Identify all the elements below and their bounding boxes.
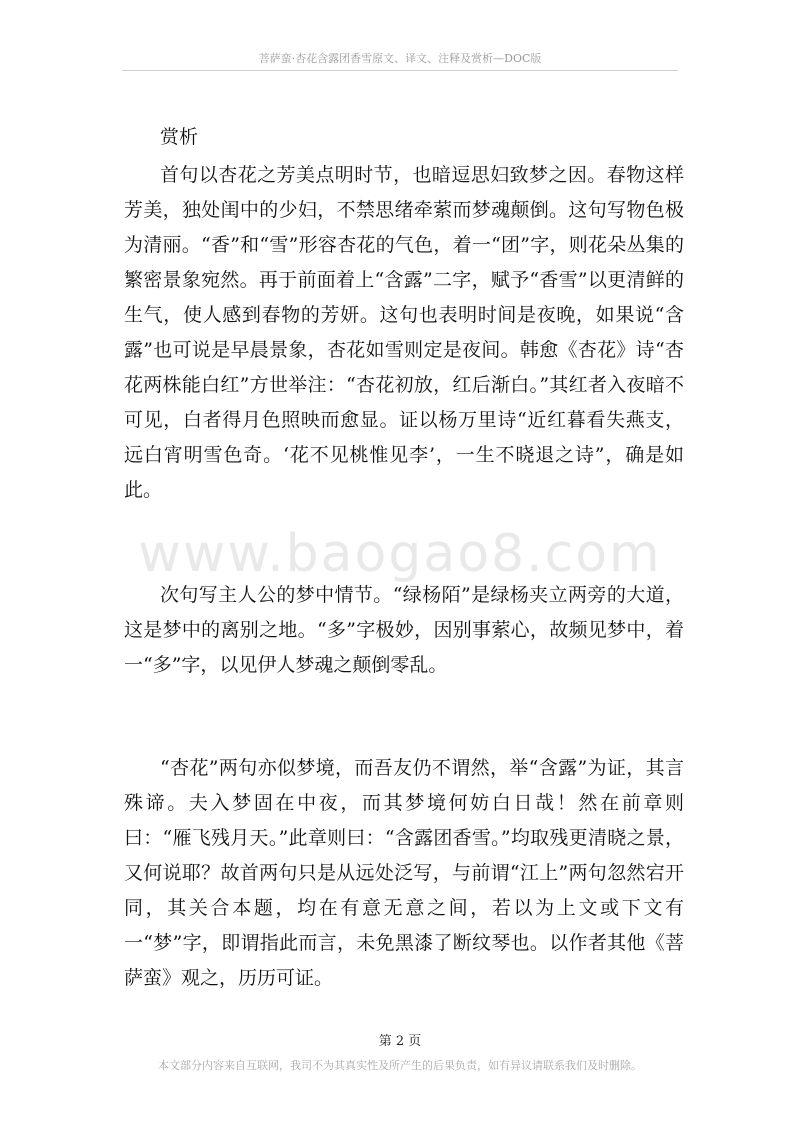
watermark: www.baogao8.com [138, 524, 662, 584]
section-heading: 赏析 [160, 126, 199, 148]
paragraph-1: 首句以杏花之芳美点明时节，也暗逗思妇致梦之因。春物这样芳美，独处闺中的少妇，不禁思绪牵萦而梦魂颠倒。这句写物色极为清丽。“香”和“雪”形容杏花的气色，着一“团”字，则花朵丛集的繁密景象宛然。再于前面着上“含露”二字，赋予“香雪”以更清鲜的生气，使人感到春物的芳妍。这句也表明时间是夜晚，如果说“含露”也可说是早晨景象，杏花如雪则定是夜间。韩愈《杏花》诗“杏花两株能白红”方世举注：“杏花初放，红后渐白。”其红者入夜暗不可见，白者得月色照映而愈显。证以杨万里诗“近红暮看失燕支，远白宵明雪色奇。‘花不见桃惟见李’，一生不晓退之诗”，确是如此。 [124, 164, 684, 501]
document-header: 菩萨蛮·杏花含露团香雪原文、译文、注释及赏析—DOC版 [258, 52, 542, 65]
page-number: 第 2 页 [378, 1034, 422, 1049]
paragraph-3: “杏花”两句亦似梦境，而吾友仍不谓然，举“含露”为证，其言殊谛。夫入梦固在中夜，而其梦境何妨白日哉！然在前章则曰：“雁飞残月天。”此章则曰：“含露团香雪。”均取残更清晓之景，又何说耶？故首两句只是从远处泛写，与前谓“江上”两句忽然宕开同，其关合本题，均在有意无意之间，若以为上文或下文有一“梦”字，即谓指此而言，未免黑漆了断纹琴也。以作者其他《菩萨蛮》观之，历历可证。 [124, 757, 684, 989]
header-divider [122, 70, 678, 71]
footer-disclaimer: 本文部分内容来自互联网，我司不为其真实性及所产生的后果负责，如有异议请联系我们及时删除。 [158, 1059, 642, 1072]
paragraph-2: 次句写主人公的梦中情节。“绿杨陌”是绿杨夹立两旁的大道，这是梦中的离别之地。“多”字极妙，因别事萦心，故频见梦中，着一“多”字，以见伊人梦魂之颠倒零乱。 [124, 584, 684, 676]
